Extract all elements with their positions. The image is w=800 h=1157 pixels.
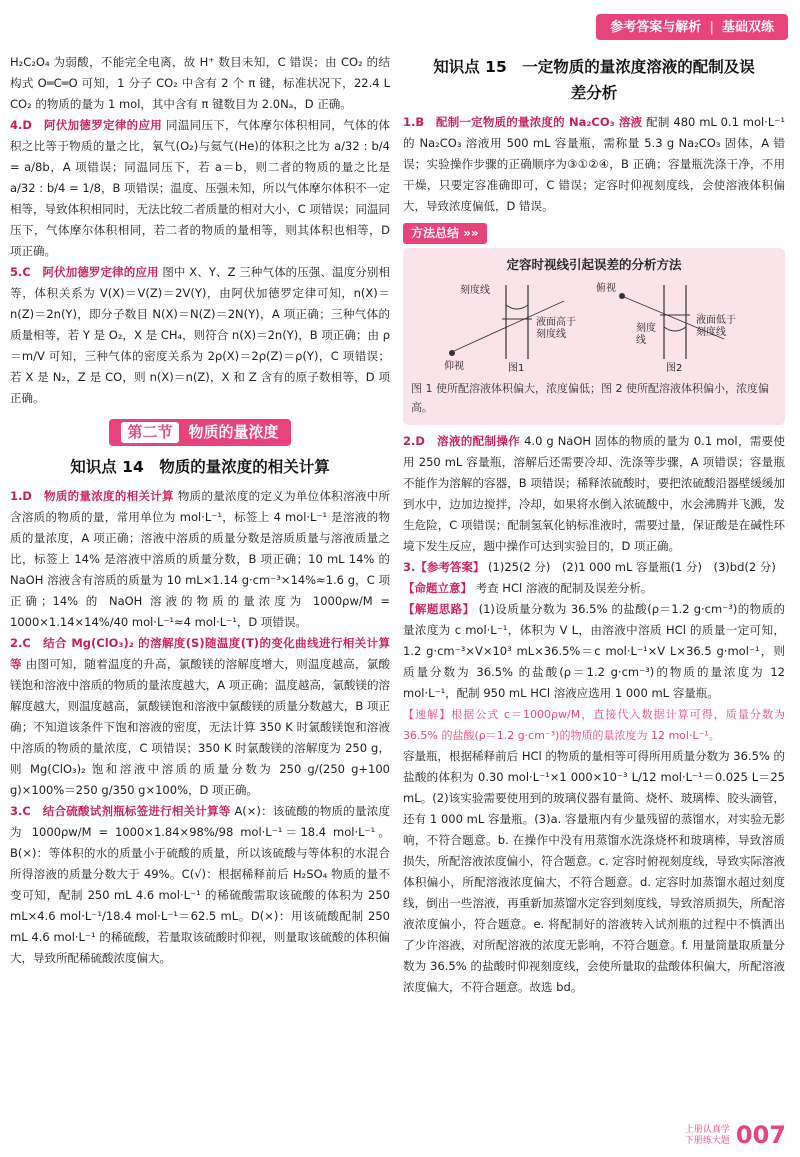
- kp14-q2-text: 由图可知，随着温度的升高，氯酸镁的溶解度增大，则温度越高，氯酸镁饱和溶液中溶质的物质的量浓度越大，A 项正确；温度越高，氯酸镁的溶解度越大，则温度越高，氯酸镁饱和溶液中氯酸镁的质量分数越大，B 项正确；不知道该条件下饱和溶液的密度，无法计算 350 K 时氯酸镁饱和溶液中溶质的物质的量浓度，C 项错误；350 K 时氯酸镁的溶解度为 250 g，则 Mg(ClO₃)₂ 饱和溶液中溶质的质量分数为 250 g/(250 g+100 g)×100%＝250 g/350 g×100%，D 项正确。: [10, 657, 391, 797]
- q4-label: 4.D 阿伏加德罗定律的应用: [10, 118, 163, 132]
- method-summary-box: [403, 248, 785, 425]
- kp15-q2-block: [403, 431, 785, 557]
- q3-continuation: H₂C₂O₄ 为弱酸，不能完全电离，故 H⁺ 数目未知，C 错误；由 CO₂ 的结构式 O═C═O 可知，1 分子 CO₂ 中含有 2 个 π 键，标准状况下，22.4 L CO₂ 的物质的量为 1 mol，其中含有 π 键数目为 2.0Nₐ，D 正确。: [10, 55, 390, 111]
- fig2-note-line1: 液面低于: [696, 315, 736, 326]
- method-caption: 图 1 使所配溶液体积偏大，浓度偏低；图 2 使所配溶液体积偏小，浓度偏高。: [411, 382, 769, 414]
- kp15-q3-intent: [403, 578, 785, 599]
- footer-slogan-line1: 上册认真学: [684, 1125, 730, 1135]
- fig2-caption: 图2: [666, 363, 683, 374]
- fig2-note-line2: 刻度线: [696, 327, 726, 338]
- intent-tag: 【命题立意】: [403, 581, 472, 595]
- q4-text: 同温同压下，气体摩尔体积相同，气体的体积之比等于物质的量之比，氧气(O₂)与氦气(He)的体积之比为 a/32 : b/4 = a/8b，A 项错误；同温同压下，若 a＝b，则二者的物质的量之比是 a/32 : b/4 = 1/8，B 项错误；温度、压强未知，所以气体摩尔体积不一定相等，导致体积相同时，无法比较二者质量的相对大小，C 项错误；同温同压下，气体摩尔体积相同，若二者的物质的量相等，则其体积也相等，D 项正确。: [10, 118, 390, 258]
- q5-block: [10, 262, 390, 409]
- section-number: 第二节: [121, 422, 178, 443]
- section-box: [109, 419, 290, 446]
- idea-tag: 【解题思路】: [403, 602, 475, 616]
- fig1-scale-label: 刻度线: [460, 285, 490, 296]
- left-column: [10, 52, 390, 969]
- section-badge: [10, 419, 390, 446]
- kp15-heading: [403, 54, 785, 106]
- figure-2: [596, 282, 736, 374]
- kp15-q3-answer: [403, 557, 785, 578]
- fig2-scale-line2: 线: [636, 335, 646, 346]
- kp15-q3-continuation: 容量瓶，根据稀释前后 HCl 的物质的量相等可得所用质量分数为 36.5% 的盐酸的体积为 0.30 mol·L⁻¹×1 000×10⁻³ L/12 mol·L⁻¹＝0.025 L＝25 mL。(2)该实验需要使用到的玻璃仪器有量筒、烧杯、玻璃棒、胶头滴管，还有 1 000 mL 容量瓶。(3)a. 容量瓶内有少量残留的蒸馏水，对实验无影响，不符合题意。b. 在操作中没有用蒸馏水洗涤烧杯和玻璃棒，导致溶质损失，所配溶液浓度偏小，符合题意。c. 定容时俯视刻度线，导致实际溶液体积偏小，所配溶液浓度偏大，不符合题意。d. 定容时加蒸馏水超过刻度线，倒出一些溶液，再重新加蒸馏水定容到刻度线，导致溶质损失，所配溶液浓度偏小，符合题意。e. 将配制好的溶液转入试剂瓶的过程中不慎洒出了少许溶液，对所配溶液的浓度无影响，不符合题意。f. 用量筒量取质量分数为 36.5% 的盐酸时仰视刻度线，会使所量取的盐酸体积偏大，所配溶液浓度偏大，不符合题意。故选 bd。: [403, 749, 785, 994]
- kp14-q3-text: A(×)：该硫酸的物质的量浓度为 1000ρw/M = 1000×1.84×98%/98 mol·L⁻¹＝18.4 mol·L⁻¹。B(×)：等体积的水的质量小于硫酸的质量，所以该硫酸与等体积的水混合所得溶液的质量分数大于 49%。C(√)：根据稀释前后 H₂SO₄ 物质的量不变可知，配制 250 mL 4.6 mol·L⁻¹ 的稀硫酸需取该硫酸的体积为 250 mL×4.6 mol·L⁻¹/18.4 mol·L⁻¹＝62.5 mL。D(×)：用该硫酸配制 250 mL 4.6 mol·L⁻¹ 的稀硫酸，若量取该硫酸时仰视，则量取该硫酸的体积偏大，导致所配稀硫酸浓度偏大。: [10, 804, 390, 965]
- kp15-q2-text: 4.0 g NaOH 固体的物质的量为 0.1 mol，需要使用 250 mL 容量瓶，溶解后还需要冷却、洗涤等步骤，A 项错误；容量瓶不能作为溶解的容器，B 项错误；稀释浓硫酸时，要把浓硫酸沿器壁缓缓加到水中，边加边搅拌，冷却，如果将水倒入浓硫酸中，水会沸腾并飞溅，发生危险，C 项错误；配制氢氧化钠标准液时，需要过量，保证酸是在碱性环境下发生反应，题中操作可达到实验目的，D 项正确。: [403, 434, 786, 553]
- eye-icon: [449, 350, 455, 356]
- banner-answers: 参考答案与解析: [610, 19, 702, 35]
- fig2-meniscus: [664, 327, 686, 331]
- quick-solution: 【速解】根据公式 c＝1000ρw/M，直接代入数据计算可得，质量分数为 36.5% 的盐酸(ρ＝1.2 g·cm⁻³)的物质的量浓度为 12 mol·L⁻¹。: [403, 708, 785, 742]
- kp14-q2-block: [10, 633, 390, 801]
- kp15-heading-line1: 知识点 15 一定物质的量浓度溶液的配制及误: [433, 58, 755, 76]
- kp14-heading: 知识点 14 物质的量浓度的相关计算: [70, 458, 330, 476]
- banner-series: 基础双练: [721, 19, 774, 35]
- kp15-q1-text: 配制 480 mL 0.1 mol·L⁻¹ 的 Na₂CO₃ 溶液用 500 mL 容量瓶，需称量 5.3 g Na₂CO₃ 固体，A 错误；实验操作步骤的正确顺序为③①②④，B 正确；容量瓶洗涤干净，不用干燥，只要定容准确即可，C 错误；定容时仰视刻度线，会使溶液体积偏大，导致浓度偏低，D 错误。: [403, 115, 785, 213]
- kp15-q1-label: 1.B 配制一定物质的量浓度的 Na₂CO₃ 溶液: [403, 115, 643, 129]
- kp15-heading-line2: 差分析: [570, 84, 618, 102]
- fig1-note-line2: 刻度线: [536, 329, 566, 340]
- meniscus-figures: [424, 279, 764, 375]
- kp14-q1-block: [10, 486, 390, 633]
- idea-text: (1)设质量分数为 36.5% 的盐酸(ρ＝1.2 g·cm⁻³)的物质的量浓度为 c mol·L⁻¹，体积为 V L，由溶液中溶质 HCl 的质量一定可知，1.2 g·cm⁻³×V×10³ mL×36.5%＝c mol·L⁻¹×V L×36.5 g·mol⁻¹，则质量分数为 36.5% 的盐酸(ρ＝1.2 g·cm⁻³)的物质的量浓度为 12 mol·L⁻¹，配制 950 mL HCl 溶液应选用 1 000 mL 容量瓶。: [403, 602, 786, 700]
- page-number: 007: [735, 1121, 786, 1149]
- q5-label: 5.C 阿伏加德罗定律的应用: [10, 265, 159, 279]
- fig1-note-line1: 液面高于: [536, 317, 576, 328]
- kp15-q1-block: [403, 112, 785, 217]
- footer-slogan: [685, 1125, 730, 1147]
- section-title: 物质的量浓度: [188, 423, 279, 441]
- kp14-q2-label: 2.C 结合 Mg(ClO₃)₂ 的溶解度(S)随温度(T)的变化曲线进行相关计算等: [10, 636, 390, 671]
- answer-tag: 3.【参考答案】: [403, 560, 485, 574]
- intent-text: 考查 HCl 溶液的配制及误差分析。: [475, 581, 653, 595]
- method-title: 定容时视线引起误差的分析方法: [506, 257, 682, 272]
- right-column: [403, 52, 785, 998]
- kp15-q2-label: 2.D 溶液的配制操作: [403, 434, 521, 448]
- q4-block: [10, 115, 390, 262]
- header-banner: [596, 14, 788, 40]
- figure-1: [444, 283, 576, 374]
- page-footer: [685, 1123, 786, 1147]
- fig2-scale-line1: 刻度: [636, 323, 656, 334]
- q5-text: 图中 X、Y、Z 三种气体的压强、温度分别相等，体积关系为 V(X)＝V(Z)＝2V(Y)，由阿伏加德罗定律可知，n(X)＝n(Z)＝2n(Y)，即分子数目 N(X)＝N(Z)＝2N(Y)，A 项正确；三种气体的质量相等，若 Y 是 O₂，X 是 CH₄，则符合 n(X)＝2n(Y)，B 项正确；由 ρ＝m/V 可知，三种气体的密度关系为 2ρ(X)＝2ρ(Z)＝ρ(Y)，C 项错误；若 X 是 N₂，Z 是 CO，则 n(X)＝n(Z)，X 和 Z 含有的原子数相等，D 项正确。: [10, 265, 391, 405]
- method-summary-tag: 方法总结 »»: [403, 223, 487, 244]
- fig2-view-label: 俯视: [596, 283, 616, 294]
- kp15-q3-idea: [403, 599, 785, 704]
- fig1-meniscus: [506, 305, 528, 309]
- kp14-q1-text: 物质的量浓度的定义为单位体积溶液中所含溶质的物质的量，常用单位为 mol·L⁻¹，标签上 4 mol·L⁻¹ 是溶液的物质的量浓度，A 项正确；溶液中溶质的质量分数是溶质质量与溶液质量之比，标签上 14% 是溶液中溶质的质量分数，B 项正确；10 mL 14% 的 NaOH 溶液含有溶质的质量为 10 mL×1.14 g·cm⁻³×14%≈1.6 g，C 项正确；14% 的 NaOH 溶液的物质的量浓度为 1000ρw/M = 1000×1.14×14%/40 mol·L⁻¹≈4 mol·L⁻¹，D 项错误。: [10, 489, 391, 629]
- kp14-q3-block: [10, 801, 390, 969]
- answer-text: (1)25(2 分) (2)1 000 mL 容量瓶(1 分) (3)bd(2 分): [488, 560, 776, 574]
- kp14-q1-label: 1.D 物质的量浓度的相关计算: [10, 489, 174, 503]
- banner-divider: |: [709, 19, 714, 35]
- kp14-q3-label: 3.C 结合硫酸试剂瓶标签进行相关计算等: [10, 804, 231, 818]
- footer-slogan-line2: 下册练大题: [684, 1136, 730, 1146]
- fig1-view-label: 仰视: [444, 361, 464, 372]
- eye-icon: [619, 293, 625, 299]
- fig1-caption: 图1: [508, 363, 525, 374]
